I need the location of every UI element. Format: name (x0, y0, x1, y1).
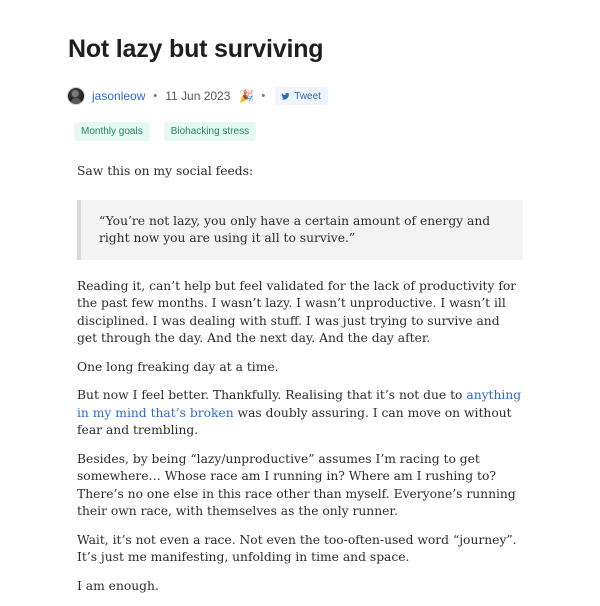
paragraph-3 (77, 387, 523, 440)
broken-mind-link[interactable]: anything in my mind that’s broken (77, 388, 522, 420)
meta-separator: • (153, 90, 158, 102)
paragraph-6: I am enough. (77, 578, 159, 593)
tag-biohacking-stress[interactable]: Biohacking stress (164, 122, 256, 141)
post-body (77, 163, 523, 606)
paragraph-1: Reading it, can’t help but feel validated for the lack of productivity for the past few months. I wasn’t lazy. I wasn’t unproductive. I wasn’t ill disciplined. I was dealing with stuff. I was just trying to survive and get through the day. And the next day. And the day after. (77, 278, 517, 345)
avatar[interactable] (67, 87, 85, 105)
tweet-label: Tweet (294, 90, 321, 102)
tweet-button[interactable] (275, 87, 328, 105)
tag-list (74, 122, 256, 141)
twitter-bird-icon (281, 92, 290, 101)
tag-monthly-goals[interactable]: Monthly goals (74, 122, 150, 141)
paragraph-3-text-before: But now I feel better. Thankfully. Realising that it’s not due to (77, 388, 467, 402)
paragraph-2: One long freaking day at a time. (77, 359, 279, 374)
author-link[interactable]: jasonleow (92, 89, 146, 103)
party-popper-icon[interactable]: 🎉 (239, 89, 255, 103)
paragraph-intro: Saw this on my social feeds: (77, 164, 254, 178)
post-date: 11 Jun 2023 (165, 89, 231, 103)
blockquote (77, 200, 523, 260)
paragraph-4: Besides, by being “lazy/unproductive” assumes I’m racing to get somewhere… Whose race am I running in? Where am I rushing to? There’s no one else in this race other than myself. Everyone’s running their own race, with themselves as the only runner. (77, 451, 516, 518)
meta-separator: • (261, 90, 266, 102)
paragraph-5: Wait, it’s not even a race. Not even the too-often-used word “journey”. It’s just me manifesting, unfolding in time and space. (77, 532, 517, 564)
post-title: Not lazy but surviving (68, 35, 324, 63)
paragraph-3-text-after: was doubly assuring. I can move on without fear and trembling. (77, 405, 512, 437)
post-meta (67, 86, 328, 106)
quote-text: “You’re not lazy, you only have a certain amount of energy and right now you are using it all to survive.” (99, 213, 491, 245)
